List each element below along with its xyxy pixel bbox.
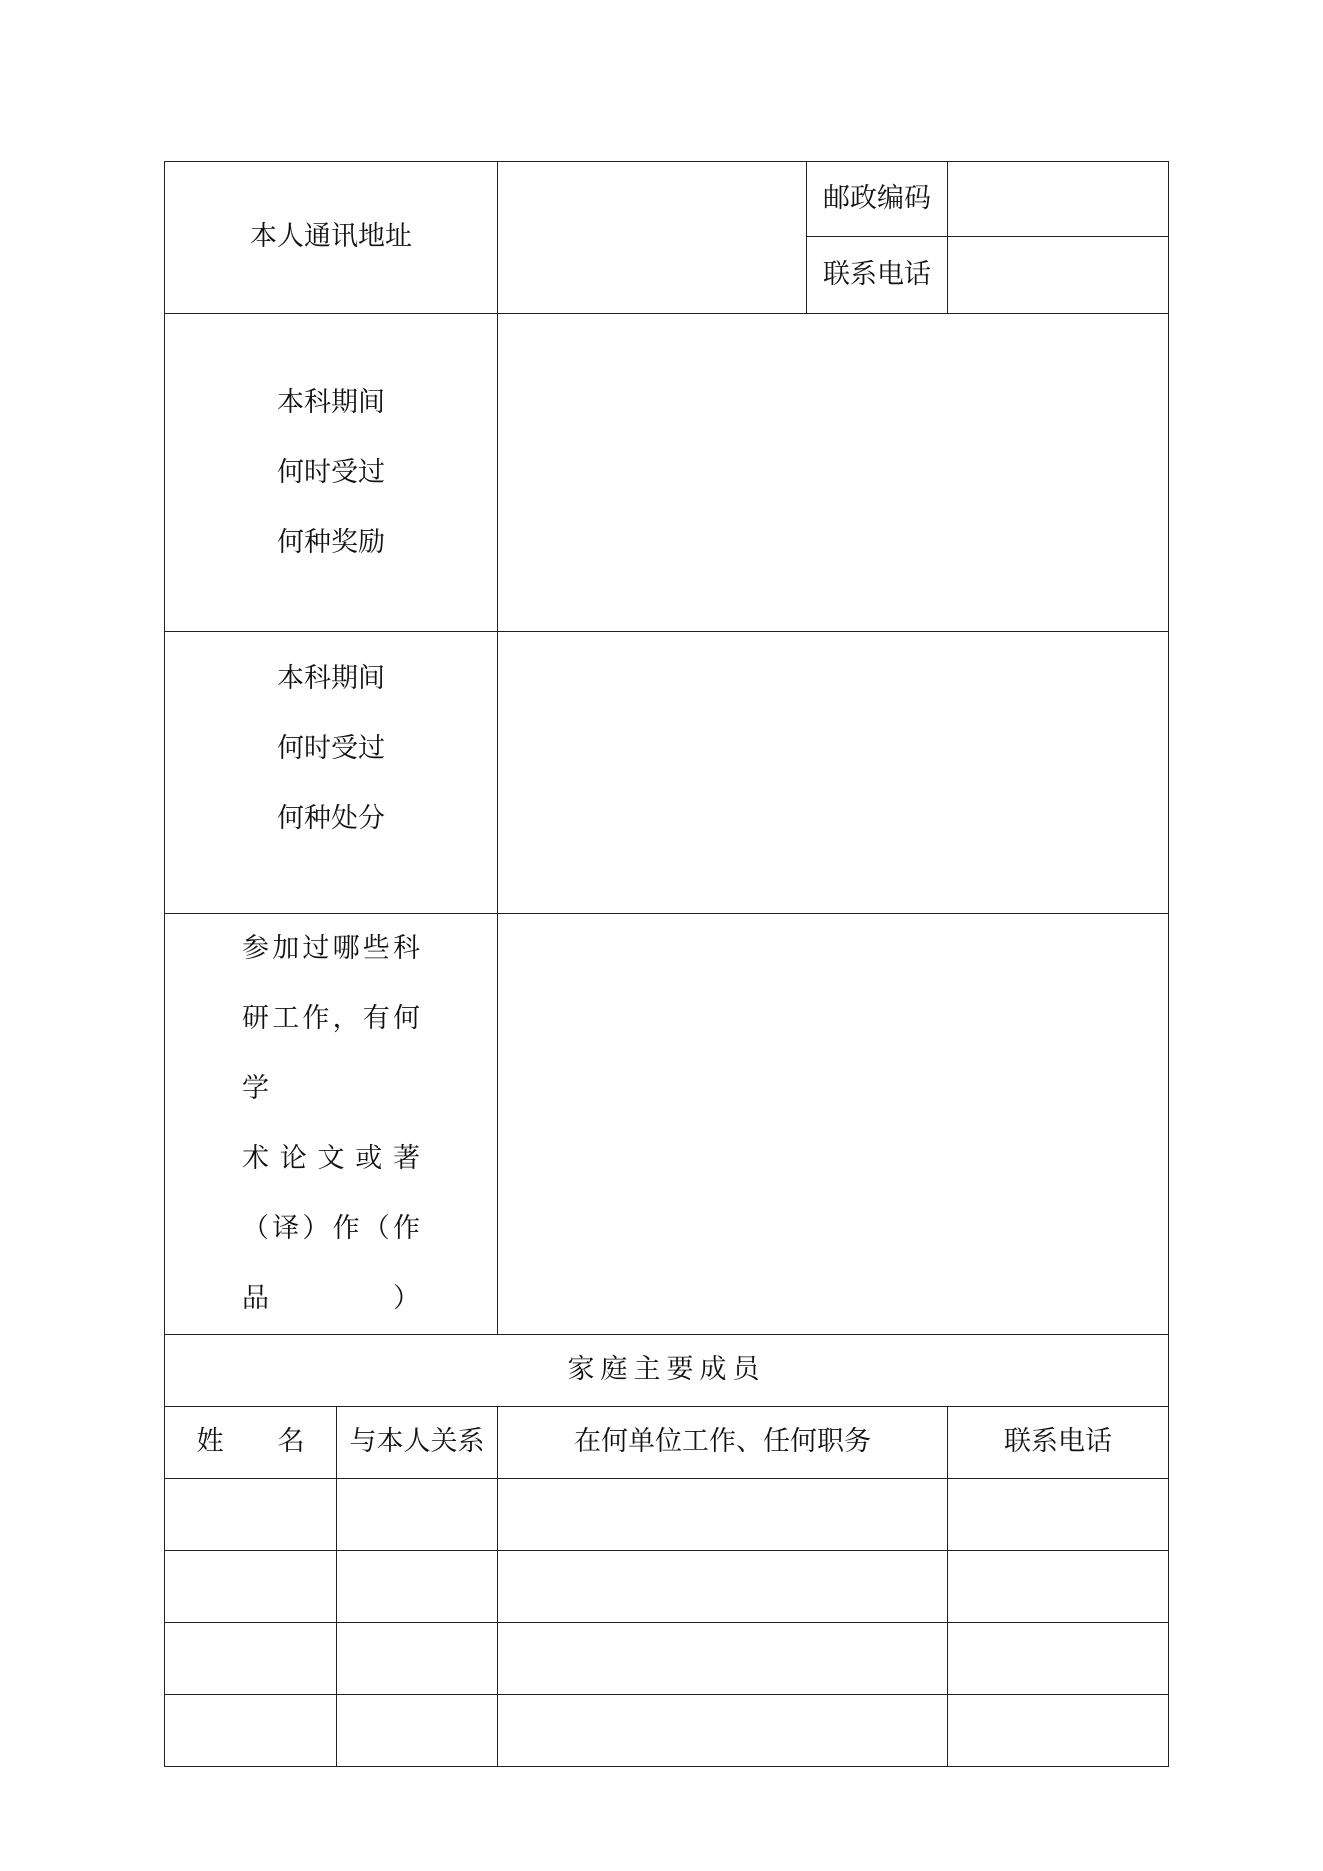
research-label-cell bbox=[165, 914, 498, 1335]
penalties-row bbox=[165, 632, 1169, 914]
awards-value-cell[interactable] bbox=[498, 314, 1169, 632]
research-label-line: 参加过哪些科 bbox=[242, 933, 420, 964]
family-header-employer-label: 在何单位工作、任何职务 bbox=[574, 1426, 871, 1458]
family-employer-cell[interactable] bbox=[498, 1551, 948, 1623]
postal-label-cell bbox=[807, 162, 948, 237]
family-employer-cell[interactable] bbox=[498, 1479, 948, 1551]
penalties-label-cell bbox=[165, 632, 498, 914]
family-section-title: 家庭主要成员 bbox=[567, 1354, 766, 1386]
address-value-cell[interactable] bbox=[498, 162, 807, 314]
family-phone-cell[interactable] bbox=[948, 1695, 1169, 1767]
contact-row-1 bbox=[165, 162, 1169, 237]
research-value-cell[interactable] bbox=[498, 914, 1169, 1335]
phone-label-cell bbox=[807, 237, 948, 314]
penalties-label-line: 何种处分 bbox=[277, 803, 385, 834]
penalties-label-line: 本科期间 bbox=[277, 663, 385, 694]
phone-label: 联系电话 bbox=[823, 258, 931, 290]
family-title-cell bbox=[165, 1335, 1169, 1407]
postal-label: 邮政编码 bbox=[823, 182, 931, 214]
awards-label-line: 何时受过 bbox=[277, 456, 385, 488]
family-header-relation bbox=[337, 1407, 498, 1479]
family-header-name bbox=[165, 1407, 337, 1479]
family-employer-cell[interactable] bbox=[498, 1695, 948, 1767]
phone-value-cell[interactable] bbox=[948, 237, 1169, 314]
family-phone-cell[interactable] bbox=[948, 1551, 1169, 1623]
family-employer-cell[interactable] bbox=[498, 1623, 948, 1695]
family-name-cell[interactable] bbox=[165, 1623, 337, 1695]
family-phone-cell[interactable] bbox=[948, 1623, 1169, 1695]
research-label-line: 研工作，有何学 bbox=[242, 1003, 420, 1104]
awards-label-cell bbox=[165, 314, 498, 632]
application-form-table bbox=[164, 161, 1169, 1767]
research-row bbox=[165, 914, 1169, 1335]
family-header-phone bbox=[948, 1407, 1169, 1479]
awards-label-line: 本科期间 bbox=[277, 386, 385, 418]
research-label-line: 术论文或著 bbox=[242, 1143, 420, 1174]
family-header-name-label: 姓 名 bbox=[196, 1426, 305, 1458]
address-label: 本人通讯地址 bbox=[250, 221, 412, 253]
penalties-value-cell[interactable] bbox=[498, 632, 1169, 914]
family-header-row bbox=[165, 1407, 1169, 1479]
family-name-cell[interactable] bbox=[165, 1479, 337, 1551]
penalties-label bbox=[277, 644, 385, 854]
family-phone-cell[interactable] bbox=[948, 1479, 1169, 1551]
address-label-cell bbox=[165, 162, 498, 314]
family-name-cell[interactable] bbox=[165, 1695, 337, 1767]
research-label bbox=[242, 914, 420, 1334]
family-name-cell[interactable] bbox=[165, 1551, 337, 1623]
family-relation-cell[interactable] bbox=[337, 1551, 498, 1623]
family-member-row bbox=[165, 1695, 1169, 1767]
family-relation-cell[interactable] bbox=[337, 1623, 498, 1695]
postal-value-cell[interactable] bbox=[948, 162, 1169, 237]
family-member-row bbox=[165, 1479, 1169, 1551]
family-title-row bbox=[165, 1335, 1169, 1407]
family-header-employer bbox=[498, 1407, 948, 1479]
family-relation-cell[interactable] bbox=[337, 1695, 498, 1767]
awards-row bbox=[165, 314, 1169, 632]
family-header-relation-label: 与本人关系 bbox=[349, 1426, 485, 1458]
awards-label bbox=[277, 368, 385, 578]
research-label-line: （译）作（作品） bbox=[242, 1213, 420, 1314]
awards-label-line: 何种奖励 bbox=[277, 526, 385, 558]
family-header-phone-label: 联系电话 bbox=[1004, 1426, 1112, 1458]
family-member-row bbox=[165, 1551, 1169, 1623]
family-relation-cell[interactable] bbox=[337, 1479, 498, 1551]
penalties-label-line: 何时受过 bbox=[277, 733, 385, 764]
family-member-row bbox=[165, 1623, 1169, 1695]
